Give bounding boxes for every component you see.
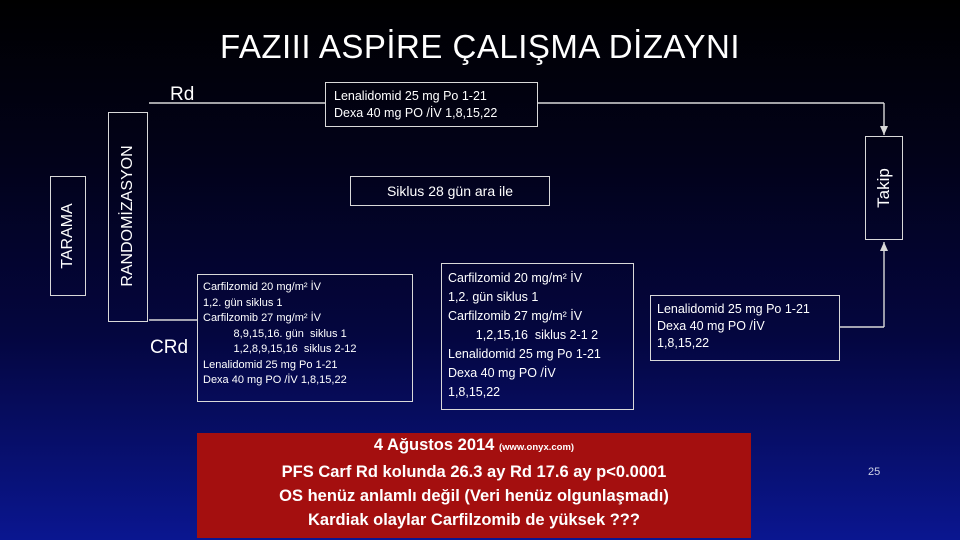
crd-detail-line: Lenalidomid 25 mg Po 1-21 [448,347,601,361]
rd-regimen-line: Dexa 40 mg PO /İV 1,8,15,22 [334,106,498,120]
crd-detail-line: Dexa 40 mg PO /İV [448,366,556,380]
crd-regimen-line: Dexa 40 mg PO /İV 1,8,15,22 [203,374,347,386]
results-date: 4 Ağustos 2014 [373,436,499,454]
crd-regimen-line: 1,2. gün siklus 1 [203,296,283,309]
rd-arm-label: Rd [170,84,195,105]
rd-regimen-box [325,82,538,127]
results-box [197,433,751,538]
randomization-label: RANDOMİZASYON [119,145,136,287]
slide-number: 25 [868,466,881,478]
crd-regimen-line: Carfilzomid 20 mg/m² İV [203,281,321,293]
crd-detail-line: 1,2,15,16 siklus 2-1 2 [448,328,599,342]
follow-up-label: Takip [874,168,893,208]
crd-regimen-line: 8,9,15,16. gün siklus 1 [203,327,347,340]
crd-detail-line: 1,8,15,22 [448,385,501,399]
screening-label: TARAMA [59,203,76,269]
maintenance-line: Lenalidomid 25 mg Po 1-21 [657,302,810,316]
slide-title: FAZIII ASPİRE ÇALIŞMA DİZAYNI [219,28,741,65]
crd-regimen-line: 1,2,8,9,15,16 siklus 2-12 [203,343,357,355]
results-os-line: OS henüz anlamlı değil (Veri henüz olgunlaşmadı) [279,487,669,505]
maintenance-box [650,295,840,361]
cycle-box [350,176,550,206]
crd-regimen-box [197,274,413,402]
crd-detail-box [441,263,634,410]
crd-regimen-line: Lenalidomid 25 mg Po 1-21 [203,358,338,371]
crd-detail-line: 1,2. gün siklus 1 [448,290,539,304]
maintenance-line: 1,8,15,22 [657,336,710,350]
crd-detail-line: Carfilzomib 27 mg/m² İV [448,309,583,323]
cycle-text: Siklus 28 gün ara ile [386,183,514,199]
results-cardiac-line: Kardiak olaylar Carfilzomib de yüksek ??? [308,511,640,529]
rd-regimen-line: Lenalidomid 25 mg Po 1-21 [334,89,487,103]
crd-arm-label: CRd [150,337,189,358]
results-source: (www.onyx.com) [498,442,575,453]
crd-regimen-line: Carfilzomib 27 mg/m² İV [203,312,321,324]
results-pfs-line: PFS Carf Rd kolunda 26.3 ay Rd 17.6 ay p<0.0001 [281,463,667,481]
results-date-line [197,433,751,460]
maintenance-line: Dexa 40 mg PO /İV [657,319,765,333]
crd-detail-line: Carfilzomid 20 mg/m² İV [448,271,583,285]
